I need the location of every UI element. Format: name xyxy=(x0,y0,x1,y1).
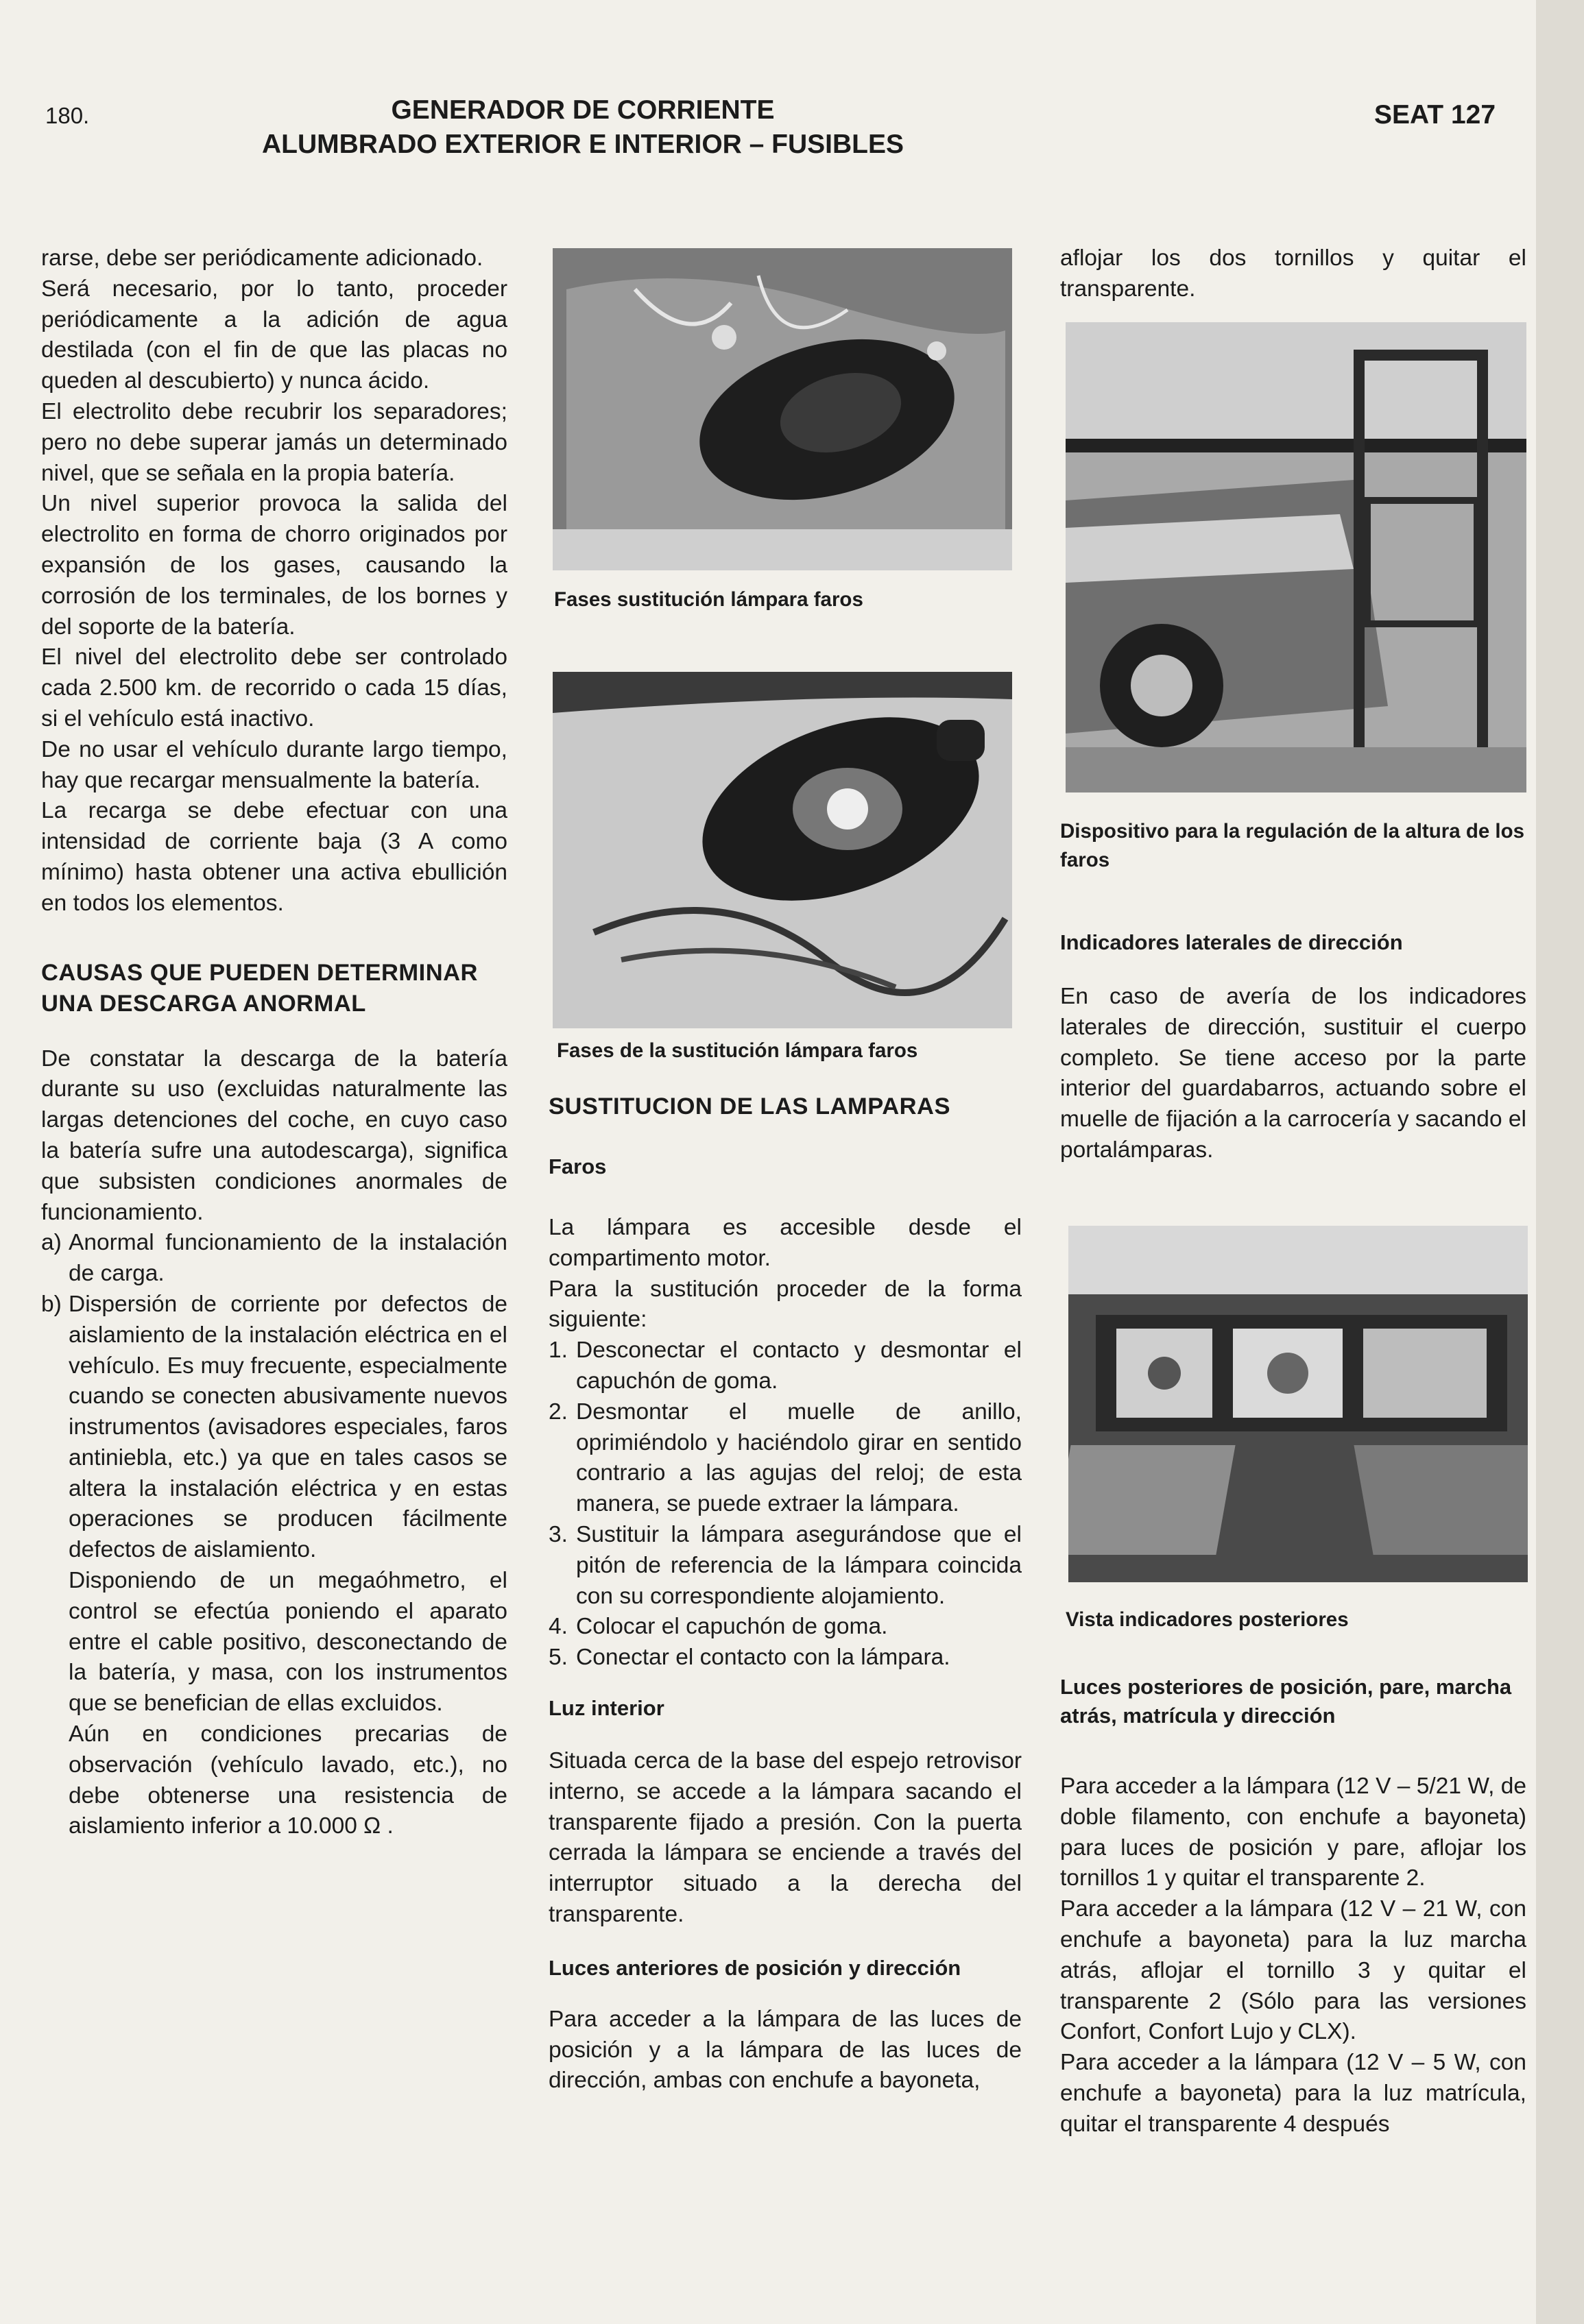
figure-rear-lights xyxy=(1068,1226,1528,1582)
column-1 xyxy=(41,243,507,1842)
subheading-indicadores: Indicadores laterales de dirección xyxy=(1060,930,1403,954)
column-3-bottom xyxy=(1060,1673,1526,2140)
list-text: Dispersión de corriente por defectos de aislamiento de la instalación eléctrica en el vehículo. Es muy frecuente, especialmente cuando se conecten abusivamente nuevos instrumentos (avisadores especiales, faros antiniebla, etc.) ya que en tales casos se altera la instalación eléctrica y en estas operaciones se producen fácilmente defectos de aislamiento. xyxy=(69,1291,507,1563)
paragraph: Un nivel superior provoca la salida del electrolito en forma de chorro originados por expansión de los gases, causando la corrosión de los terminales, de los bornes y del soporte de la batería. xyxy=(41,491,507,640)
paragraph: Para acceder a la lámpara (12 V – 5 W, con enchufe a bayoneta) para la luz matrícula, quitar el transparente 4 después xyxy=(1060,2050,1526,2137)
paragraph: aflojar los dos tornillos y quitar el transparente. xyxy=(1060,245,1526,302)
model-label: SEAT 127 xyxy=(1374,100,1496,130)
header-title-2: ALUMBRADO EXTERIOR E INTERIOR – FUSIBLES xyxy=(261,130,904,159)
column-2 xyxy=(549,1091,1022,2096)
list-item xyxy=(549,1520,1022,1612)
list-item xyxy=(549,1612,1022,1643)
paragraph: El nivel del electrolito debe ser controlado cada 2.500 km. de recorrido o cada 15 días, si el vehículo está inactivo. xyxy=(41,644,507,731)
figure-caption: Dispositivo para la regulación de la altura de los faros xyxy=(1060,820,1525,871)
paragraph: Será necesario, por lo tanto, proceder periódicamente a la adición de agua destilada (con el fin de que las placas no queden al descubierto) y nunca ácido. xyxy=(41,276,507,394)
paragraph: Para la sustitución proceder de la forma siguiente: xyxy=(549,1276,1022,1333)
figure-caption: Vista indicadores posteriores xyxy=(1066,1608,1349,1631)
list-text: Desmontar el muelle de anillo, oprimiéndolo y haciéndolo girar en sentido contrario a las agujas del reloj; de esta manera, se puede extraer la lámpara. xyxy=(576,1399,1022,1517)
list-item xyxy=(549,1397,1022,1520)
paragraph: En caso de avería de los indicadores laterales de dirección, sustituir el cuerpo completo. Se tiene acceso por la parte interior del guardabarros, actuando sobre el muelle de fijación a la carrocería y sacando el portalámparas. xyxy=(1060,984,1526,1163)
list-marker: 3. xyxy=(549,1521,568,1547)
header-title-1: GENERADOR DE CORRIENTE xyxy=(391,95,775,125)
list-text: Desconectar el contacto y desmontar el capuchón de goma. xyxy=(576,1337,1022,1394)
headlight-photo-2 xyxy=(553,672,1012,1028)
list-marker: 4. xyxy=(549,1614,568,1640)
list-marker: 5. xyxy=(549,1645,568,1671)
paragraph: El electrolito debe recubrir los separadores; pero no debe superar jamás un determinado nivel, que se señala en la propia batería. xyxy=(41,398,507,486)
figure-headlight-adjuster xyxy=(1066,322,1526,792)
paragraph: De no usar el vehículo durante largo tiempo, hay que recargar mensualmente la batería. xyxy=(41,736,507,793)
paragraph: Para acceder a la lámpara de las luces de posición y a la lámpara de las luces de dirección, ambas con enchufe a bayoneta, xyxy=(549,2006,1022,2094)
list-marker: 2. xyxy=(549,1399,568,1425)
list-text: Anormal funcionamiento de la instalación de carga. xyxy=(69,1230,507,1287)
list-item xyxy=(549,1335,1022,1397)
paragraph: Situada cerca de la base del espejo retrovisor interno, se accede a la lámpara sacando el transparente fijado a presión. Con la puerta cerrada la lámpara se enciende a través del interruptor situado a la derecha del transparente. xyxy=(549,1747,1022,1927)
paragraph: Para acceder a la lámpara (12 V – 5/21 W, de doble filamento, con enchufe a bayoneta) para luces de posición y pare, aflojar los tornillos 1 y quitar el transparente 2. xyxy=(1060,1774,1526,1891)
figure-headlight-2 xyxy=(553,672,1012,1028)
paragraph: rarse, debe ser periódicamente adicionado. xyxy=(41,245,483,271)
list-text: Sustituir la lámpara asegurándose que el pitón de referencia de la lámpara coincida con su correspondiente alojamiento. xyxy=(576,1521,1022,1609)
list-marker: a) xyxy=(41,1230,62,1256)
list-text: Conectar el contacto con la lámpara. xyxy=(576,1645,950,1671)
section-heading: SUSTITUCION DE LAS LAMPARAS xyxy=(549,1093,950,1119)
headlight-photo-1 xyxy=(553,248,1012,570)
list-text: Colocar el capuchón de goma. xyxy=(576,1614,888,1640)
page-number: 180. xyxy=(45,103,90,128)
list-item xyxy=(41,1228,507,1290)
figure-caption: Fases sustitución lámpara faros xyxy=(554,588,863,611)
paragraph: La recarga se debe efectuar con una intensidad de corriente baja (3 A como mínimo) hasta obtener una activa ebullición en todos los elementos. xyxy=(41,798,507,916)
subheading-faros: Faros xyxy=(549,1154,607,1178)
rear-lights-photo xyxy=(1068,1226,1528,1582)
page-header xyxy=(0,93,1584,162)
column-3-middle xyxy=(1060,928,1526,1166)
list-marker: 1. xyxy=(549,1337,568,1364)
subheading-luz-interior: Luz interior xyxy=(549,1695,664,1720)
list-item xyxy=(549,1643,1022,1673)
paragraph: Disponiendo de un megaóhmetro, el control se efectúa poniendo el aparato entre el cable positivo, desconectando de la batería, y masa, con los instrumentos que se benefician de ellas excluidos. xyxy=(69,1568,507,1717)
subheading-luces-anteriores: Luces anteriores de posición y dirección xyxy=(549,1955,961,1980)
paragraph: De constatar la descarga de la batería durante su uso (excluidas naturalmente las largas detenciones del coche, en cuyo caso la batería sufre una autodescarga), significa que subsisten condiciones anormales de funcionamiento. xyxy=(41,1045,507,1225)
section-heading: CAUSAS QUE PUEDEN DETERMINAR UNA DESCARGA ANORMAL xyxy=(41,959,478,1017)
list-marker: b) xyxy=(41,1291,62,1317)
figure-headlight-1 xyxy=(553,248,1012,570)
column-3-top xyxy=(1060,243,1526,305)
page-edge xyxy=(1536,0,1584,2324)
paragraph: La lámpara es accesible desde el compartimento motor. xyxy=(549,1215,1022,1271)
figure-caption: Fases de la sustitución lámpara faros xyxy=(557,1039,918,1062)
list-item xyxy=(41,1290,507,1566)
subheading-luces-posteriores: Luces posteriores de posición, pare, marcha atrás, matrícula y dirección xyxy=(1060,1675,1512,1728)
paragraph: Aún en condiciones precarias de observación (vehículo lavado, etc.), no debe obtenerse una resistencia de aislamiento inferior a 10.000 Ω . xyxy=(69,1721,507,1839)
adjuster-photo xyxy=(1066,322,1526,792)
paragraph: Para acceder a la lámpara (12 V – 21 W, con enchufe a bayoneta) para la luz marcha atrás, aflojar el tornillo 3 y quitar el transparente 2 (Sólo para las versiones Confort, Confort Lujo y CLX). xyxy=(1060,1896,1526,2045)
